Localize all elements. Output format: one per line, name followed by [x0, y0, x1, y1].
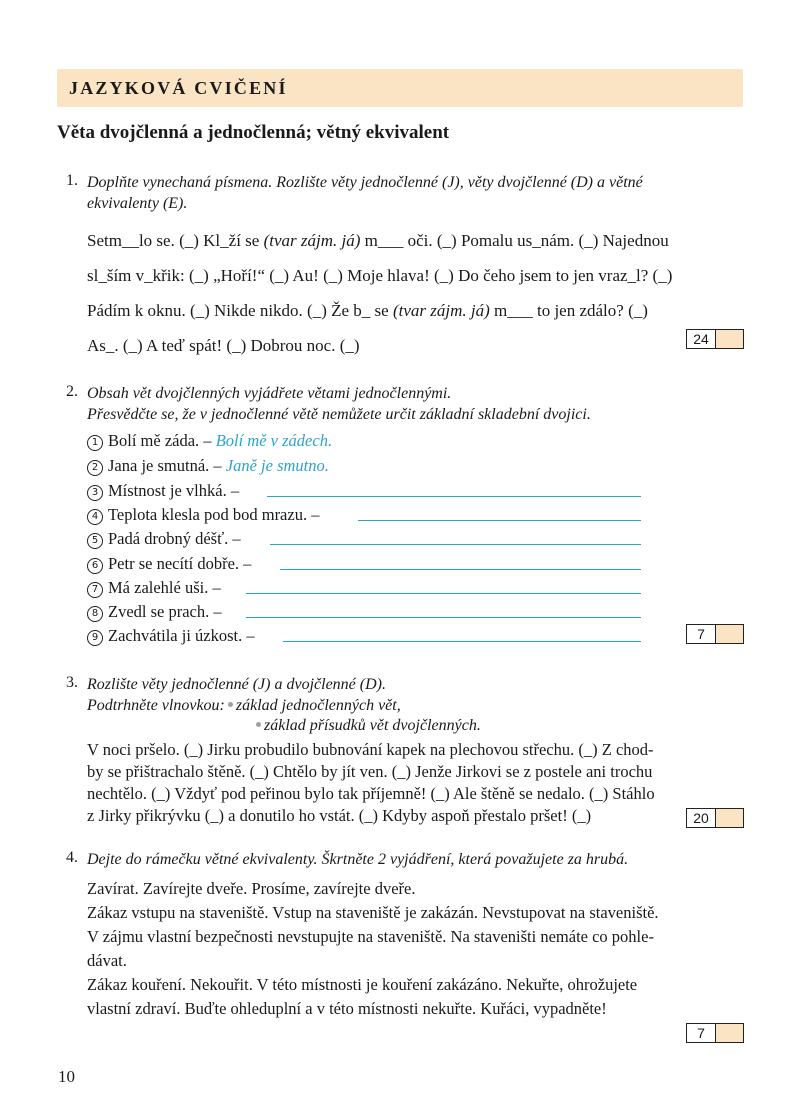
score-input[interactable] — [716, 330, 743, 348]
text-span: m___ oči. (_) Pomalu us_nám. (_) Najednou — [360, 231, 669, 250]
page-number: 10 — [58, 1067, 75, 1086]
bullet-icon — [228, 702, 233, 707]
item-text: Petr se necítí dobře. – — [108, 554, 252, 573]
exercise-text-line: vlastní zdraví. Buďte ohleduplní a v této místnosti nekuřte. Kuřáci, vypadněte! — [87, 999, 607, 1018]
exercise-text-line: dávat. — [87, 951, 127, 970]
number-circle-icon: 4 — [87, 509, 103, 525]
score-box — [686, 329, 744, 349]
item-text: Má zalehlé uši. – — [108, 578, 221, 597]
answer-line[interactable] — [280, 569, 641, 570]
exercise-text-line: Zákaz vstupu na staveniště. Vstup na staveniště je zakázán. Nevstupovat na staveniště. — [87, 903, 659, 922]
number-circle-icon: 1 — [87, 435, 103, 451]
list-item — [87, 431, 332, 451]
exercise-instruction: Rozlište věty jednočlenné (J) a dvojčlenné (D). — [87, 676, 386, 693]
exercise-text-line: sl_ším v_křik: (_) „Hoří!“ (_) Au! (_) Moje hlava! (_) Do čeho jsem to jen vraz_l? (_) — [87, 266, 673, 285]
exercise-text-line: z Jirky přikrývku (_) a donutilo ho vstát. (_) Kdyby aspoň přestalo pršet! (_) — [87, 806, 592, 825]
exercise-text-line: Zavírat. Zavírejte dveře. Prosíme, zavírejte dveře. — [87, 879, 416, 898]
exercise-instruction: Dejte do rámečku větné ekvivalenty. Škrtněte 2 vyjádření, která považujete za hrubá. — [87, 851, 629, 868]
score-box — [686, 624, 744, 644]
number-circle-icon: 6 — [87, 558, 103, 574]
exercise-text-line — [87, 301, 648, 321]
list-item — [87, 602, 222, 622]
exercise-instruction: Doplňte vynechaná písmena. Rozlište věty jednočlenné (J), věty dvojčlenné (D) a větné — [87, 174, 643, 191]
score-input[interactable] — [716, 625, 743, 643]
exercise-number: 4. — [66, 849, 78, 866]
list-item — [87, 554, 251, 574]
item-text: Padá drobný déšť. – — [108, 529, 241, 548]
hint-span: (tvar zájm. já) — [392, 301, 490, 320]
exercise-text-line: As_. (_) A teď spát! (_) Dobrou noc. (_) — [87, 336, 360, 355]
exercise-text-line: nechtělo. (_) Vždyť pod peřinou bylo tak příjemně! (_) Ale štěně se nedalo. (_) Stáhlo — [87, 784, 655, 803]
text-span: m___ to jen zdálo? (_) — [489, 301, 648, 320]
item-text: Zvedl se prach. – — [108, 602, 222, 621]
score-box — [686, 808, 744, 828]
item-answer: Bolí mě v zádech. — [215, 431, 333, 450]
number-circle-icon: 9 — [87, 630, 103, 646]
item-text: Místnost je vlhká. – — [108, 481, 240, 500]
exercise-instruction-cont: Přesvědčte se, že v jednočlenné větě nemůžete určit základní skladební dvojici. — [87, 406, 591, 423]
item-text: Zachvátila ji úzkost. – — [108, 626, 255, 645]
instruction-text: Podtrhněte vlnovkou: — [87, 697, 225, 714]
bullet-icon — [256, 722, 261, 727]
exercise-instruction-cont — [253, 715, 481, 736]
item-answer: Janě je smutno. — [225, 456, 329, 475]
answer-line[interactable] — [358, 520, 641, 521]
exercise-text-line — [87, 231, 669, 251]
section-title: Věta dvojčlenná a jednočlenná; větný ekvivalent — [57, 122, 450, 143]
number-circle-icon: 8 — [87, 606, 103, 622]
number-circle-icon: 3 — [87, 485, 103, 501]
list-item — [87, 456, 329, 476]
answer-line[interactable] — [246, 593, 641, 594]
list-item — [87, 578, 221, 598]
text-span: Setm__lo se. (_) Kl_ží se — [87, 231, 264, 250]
exercise-instruction-cont: ekvivalenty (E). — [87, 195, 188, 212]
exercise-number: 3. — [66, 674, 78, 691]
list-item — [87, 529, 241, 549]
score-max: 7 — [687, 1024, 716, 1042]
bullet-text: základ jednočlenných vět, — [235, 697, 401, 714]
item-text: Bolí mě záda. – — [108, 431, 216, 450]
exercise-text-line: V zájmu vlastní bezpečnosti nevstupujte na staveniště. Na staveništi nemáte co pohle- — [87, 927, 654, 946]
bullet-text: základ přísudků vět dvojčlenných. — [264, 717, 481, 734]
exercise-number: 2. — [66, 383, 78, 400]
item-text: Jana je smutná. – — [108, 456, 226, 475]
exercise-instruction: Obsah vět dvojčlenných vyjádřete větami jednočlennými. — [87, 385, 452, 402]
score-input[interactable] — [716, 1024, 743, 1042]
exercise-number: 1. — [66, 172, 78, 189]
item-text: Teplota klesla pod bod mrazu. – — [108, 505, 320, 524]
list-item — [87, 626, 255, 646]
list-item — [87, 481, 239, 501]
list-item — [87, 505, 319, 525]
answer-line[interactable] — [270, 544, 641, 545]
answer-line[interactable] — [267, 496, 641, 497]
exercise-instruction-cont — [87, 695, 401, 716]
exercise-text-line: by se přištrachalo štěně. (_) Chtělo by jít ven. (_) Jenže Jirkovi se z postele ani trochu — [87, 762, 653, 781]
score-max: 20 — [687, 809, 716, 827]
score-input[interactable] — [716, 809, 743, 827]
banner-title: JAZYKOVÁ CVIČENÍ — [69, 78, 288, 98]
score-max: 7 — [687, 625, 716, 643]
number-circle-icon: 7 — [87, 582, 103, 598]
section-banner — [57, 69, 743, 107]
number-circle-icon: 5 — [87, 533, 103, 549]
answer-line[interactable] — [246, 617, 641, 618]
answer-line[interactable] — [283, 641, 641, 642]
score-max: 24 — [687, 330, 716, 348]
score-box — [686, 1023, 744, 1043]
exercise-text-line: Zákaz kouření. Nekouřit. V této místnosti je kouření zakázáno. Nekuřte, ohrožujete — [87, 975, 638, 994]
exercise-text-line: V noci pršelo. (_) Jirku probudilo bubnování kapek na plechovou střechu. (_) Z chod- — [87, 740, 654, 759]
text-span: Pádím k oknu. (_) Nikde nikdo. (_) Že b_ se — [87, 301, 393, 320]
number-circle-icon: 2 — [87, 460, 103, 476]
hint-span: (tvar zájm. já) — [263, 231, 361, 250]
